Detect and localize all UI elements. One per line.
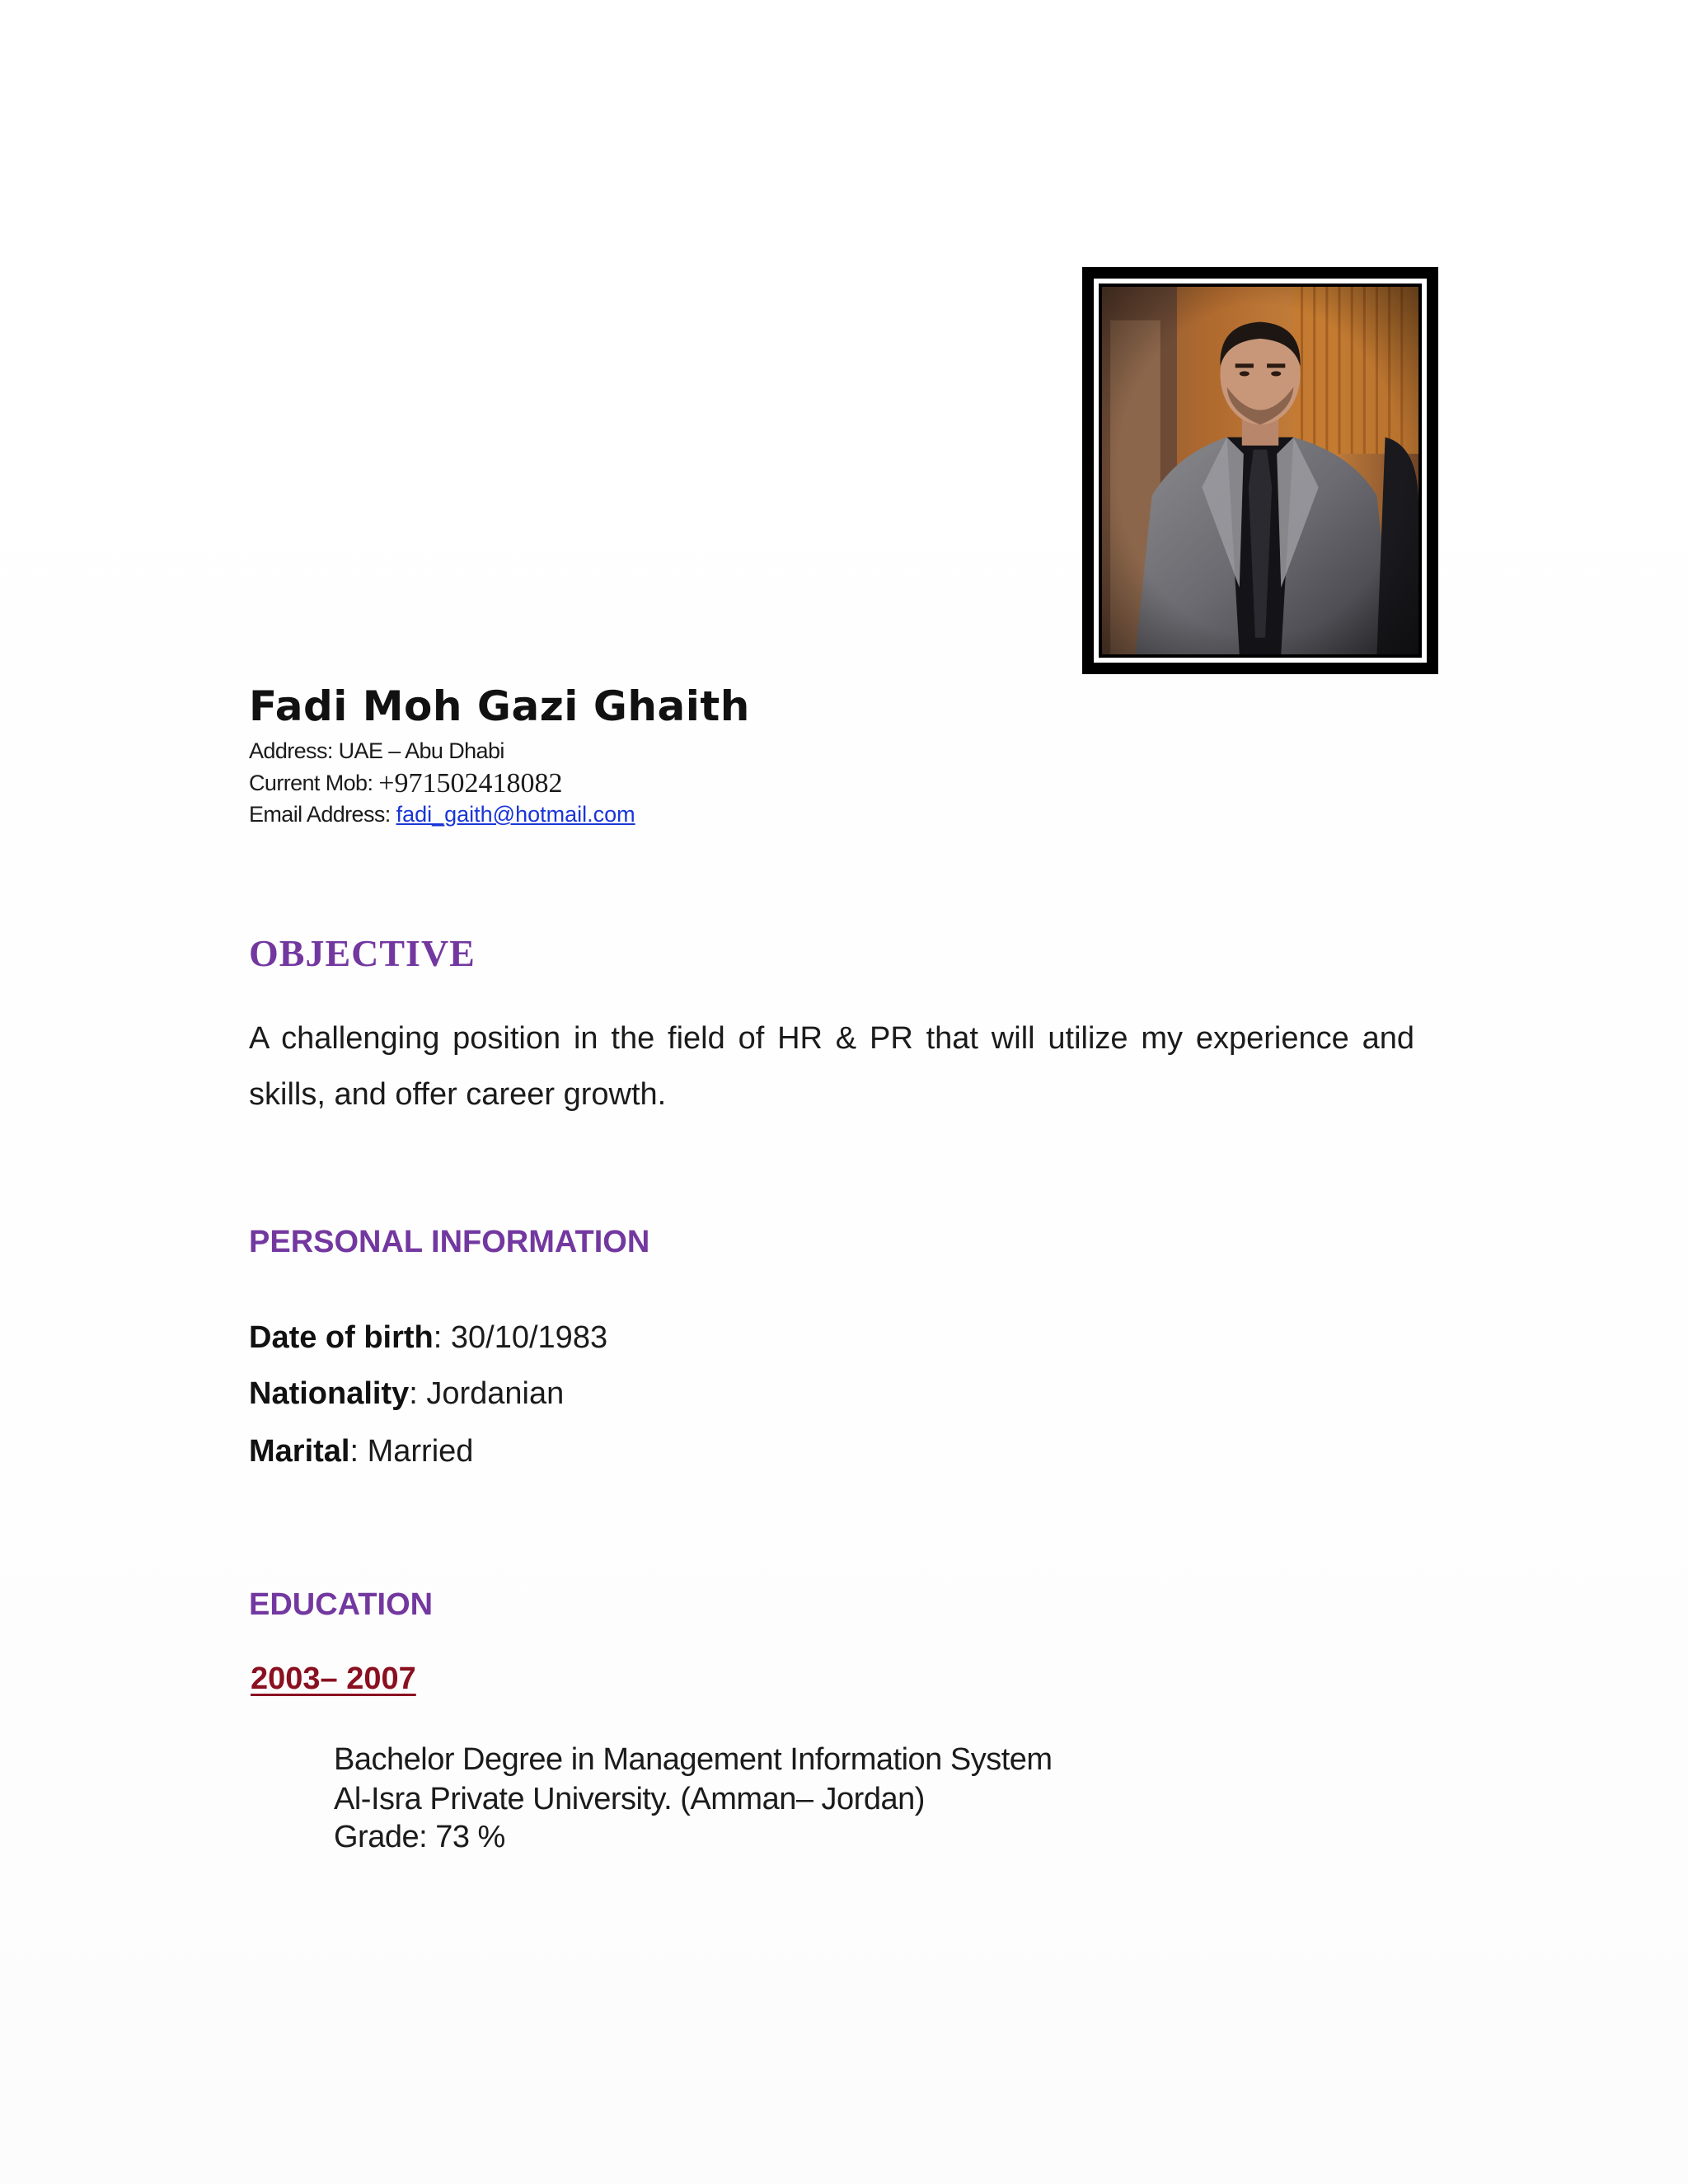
nationality-row (249, 1376, 564, 1412)
email-line (249, 802, 635, 827)
email-label: Email Address: (249, 802, 396, 827)
address-line (249, 738, 504, 764)
marital-label: Marital (249, 1434, 350, 1469)
nationality-value: : Jordanian (409, 1376, 565, 1411)
objective-text: A challenging position in the field of HR & PR that will utilize my experience and skills, and offer career growth. (249, 1021, 1414, 1112)
education-degree: Bachelor Degree in Management Information System (334, 1742, 1053, 1777)
mobile-number: +971502418082 (378, 768, 563, 799)
dob-row (249, 1320, 607, 1356)
email-link[interactable]: fadi_gaith@hotmail.com (396, 802, 635, 827)
education-years: 2003– 2007 (251, 1661, 416, 1696)
candidate-name: Fadi Moh Gazi Ghaith (249, 682, 750, 730)
objective-heading: OBJECTIVE (249, 932, 476, 974)
education-grade: Grade: 73 % (334, 1820, 505, 1854)
marital-row (249, 1434, 473, 1469)
education-heading: EDUCATION (249, 1587, 434, 1622)
mobile-label: Current Mob: (249, 771, 379, 795)
portrait-photo-icon (1102, 287, 1418, 654)
address-value: UAE – Abu Dhabi (338, 738, 504, 763)
mobile-line (249, 766, 562, 798)
marital-value: : Married (349, 1434, 474, 1469)
dob-label: Date of birth (249, 1320, 434, 1355)
dob-value: : 30/10/1983 (433, 1320, 608, 1355)
address-label: Address: (249, 738, 339, 763)
profile-photo-frame (1082, 267, 1438, 674)
nationality-label: Nationality (249, 1376, 410, 1411)
education-institution: Al-Isra Private University. (Amman– Jordan) (334, 1782, 925, 1816)
personal-info-heading: PERSONAL INFORMATION (249, 1225, 650, 1259)
profile-photo (1094, 279, 1427, 663)
